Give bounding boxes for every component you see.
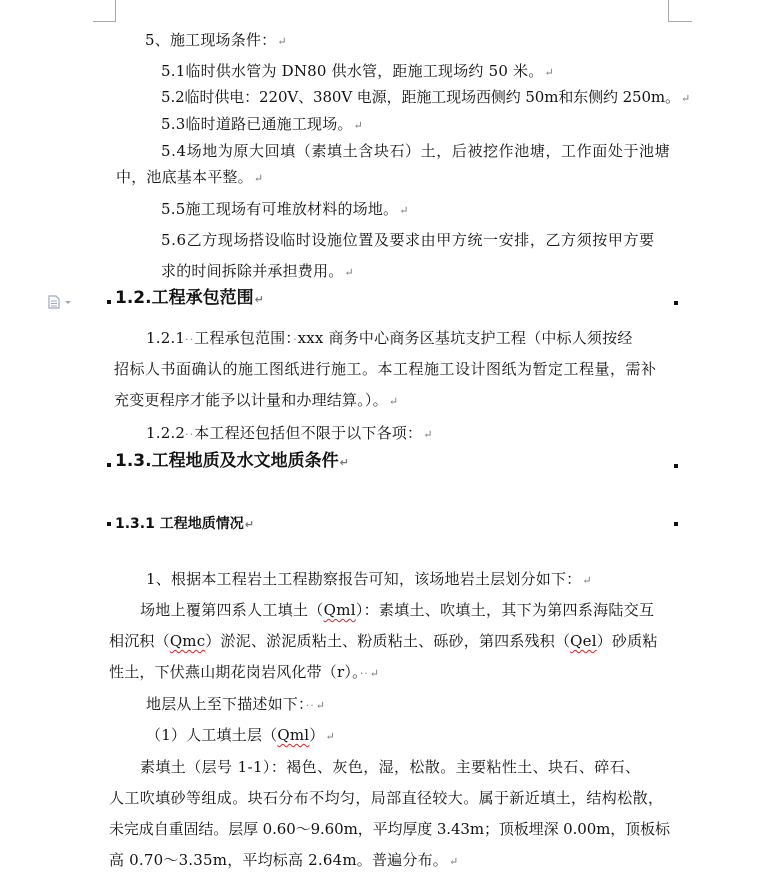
heading-1-2 bbox=[115, 286, 264, 312]
paragraph-mark: ↵ bbox=[277, 35, 287, 48]
text-line bbox=[146, 725, 335, 747]
line-text: 中，池底基本平整。 bbox=[116, 168, 253, 186]
paragraph-mark: ↵ bbox=[353, 119, 364, 132]
space-marks: · bbox=[293, 333, 298, 346]
right-margin-mark bbox=[674, 522, 678, 526]
line-text: 5.3临时道路已通施工现场。 bbox=[161, 115, 353, 133]
paragraph-mark: ↵ bbox=[448, 855, 459, 868]
text-line bbox=[109, 819, 670, 839]
heading-text: 1.3.工程地质及水文地质条件 bbox=[115, 451, 339, 471]
text-line bbox=[161, 261, 354, 283]
spelling-flagged-text: Qml bbox=[323, 601, 356, 619]
line-text: 工程承包范围： bbox=[194, 329, 294, 347]
right-margin-mark bbox=[674, 464, 678, 468]
paragraph-mark: ↵ bbox=[423, 428, 433, 441]
spelling-flagged-text: Qel bbox=[570, 632, 597, 650]
paragraph-mark: ↵ bbox=[254, 293, 264, 306]
text-line bbox=[161, 230, 655, 250]
line-text: ）：素填土、吹填土，其下为第四系海陆交互 bbox=[355, 601, 655, 619]
text-line bbox=[145, 30, 287, 52]
crop-mark-top-left-horizontal bbox=[93, 21, 116, 22]
text-line bbox=[140, 757, 640, 777]
text-line bbox=[140, 600, 654, 620]
line-text: 高 0.70～3.35m，平均标高 2.64m。普遍分布。 bbox=[109, 851, 448, 869]
heading-bullet bbox=[107, 300, 111, 304]
line-text: 性土，下伏燕山期花岗岩风化带（r）。 bbox=[109, 663, 360, 681]
paragraph-mark: ↵ bbox=[369, 667, 380, 680]
text-line bbox=[161, 114, 363, 136]
crop-mark-top-right-vertical bbox=[668, 0, 669, 22]
crop-mark-top-right-horizontal bbox=[668, 21, 692, 22]
paragraph-mark: ↵ bbox=[344, 266, 354, 279]
heading-text: 1.2.工程承包范围 bbox=[115, 288, 254, 308]
line-text: xxx 商务中心商务区基坑支护工程（中标人须按经 bbox=[297, 329, 633, 347]
text-line bbox=[161, 141, 670, 161]
line-text: 求的时间拆除并承担费用。 bbox=[161, 262, 344, 280]
line-text: 本工程还包括但不限于以下各项： bbox=[194, 424, 423, 442]
space-marks: ·· bbox=[185, 333, 195, 346]
paragraph-mark: ↵ bbox=[339, 456, 349, 469]
heading-bullet bbox=[107, 463, 111, 467]
text-line bbox=[109, 850, 458, 872]
line-text: 1.2.1 bbox=[146, 329, 186, 347]
line-text: 5、施工现场条件： bbox=[145, 31, 277, 49]
line-text: 5.1临时供水管为 DN80 供水管，距施工现场约 50 米。 bbox=[161, 62, 544, 80]
heading-1-3-1 bbox=[115, 514, 254, 535]
text-line bbox=[146, 569, 592, 591]
paragraph-mark: ↵ bbox=[388, 395, 399, 408]
line-text: ）淤泥、淤泥质粘土、粉质粘土、砾砂，第四系残积（ bbox=[205, 632, 571, 650]
crop-mark-top-left-vertical bbox=[115, 0, 116, 22]
line-text: 5.4场地为原大回填（素填土含块石）土，后被挖作池塘，工作面处于池塘 bbox=[161, 142, 671, 160]
text-line bbox=[114, 390, 398, 412]
space-marks: ·· bbox=[185, 428, 195, 441]
heading-1-3 bbox=[115, 449, 349, 475]
line-text: 素填土（层号 1-1）：褐色、灰色，湿，松散。主要粘性土、块石、碎石、 bbox=[140, 758, 641, 776]
paragraph-mark: ↵ bbox=[544, 66, 554, 79]
heading-text: 1.3.1 工程地质情况 bbox=[115, 516, 244, 532]
heading-bullet bbox=[107, 522, 111, 526]
line-text: 1.2.2 bbox=[146, 424, 186, 442]
paragraph-mark: ↵ bbox=[244, 518, 254, 531]
text-line bbox=[116, 167, 263, 189]
line-text: 人工吹填砂等组成。块石分布不均匀，局部直径较大。属于新近填土，结构松散， bbox=[109, 789, 664, 807]
line-text: ） bbox=[309, 726, 325, 744]
spelling-flagged-text: Qml bbox=[277, 726, 310, 744]
line-text: 相沉积（ bbox=[109, 632, 170, 650]
space-marks: ·· bbox=[305, 699, 315, 712]
paragraph-mark: ↵ bbox=[582, 574, 592, 587]
text-line bbox=[114, 359, 657, 379]
text-line bbox=[161, 199, 409, 221]
text-line bbox=[146, 423, 433, 445]
spelling-flagged-text: Qmc bbox=[169, 632, 206, 650]
line-text: 5.5施工现场有可堆放材料的场地。 bbox=[161, 200, 399, 218]
paragraph-mark: ↵ bbox=[253, 172, 264, 185]
line-text: 未完成自重固结。层厚 0.60～9.60m，平均厚度 3.43m；顶板埋深 0.00m，顶板标 bbox=[109, 820, 670, 838]
paragraph-mark: ↵ bbox=[325, 730, 335, 743]
line-text: 招标人书面确认的施工图纸进行施工。本工程施工设计图纸为暂定工程量，需补 bbox=[114, 360, 657, 378]
space-marks: ·· bbox=[359, 667, 369, 680]
line-text: 充变更程序才能予以计量和办理结算。）。 bbox=[114, 391, 388, 409]
paragraph-mark: ↵ bbox=[315, 699, 326, 712]
line-text: 5.6乙方现场搭设临时设施位置及要求由甲方统一安排，乙方须按甲方要 bbox=[161, 231, 655, 249]
text-line bbox=[161, 87, 690, 109]
line-text: 5.2临时供电：220V、380V 电源，距施工现场西侧约 50m和东侧约 250m。 bbox=[161, 88, 680, 106]
right-margin-mark bbox=[674, 301, 678, 305]
text-line bbox=[109, 788, 663, 808]
paragraph-format-icon[interactable] bbox=[48, 295, 74, 309]
line-text: （1）人工填土层（ bbox=[146, 726, 278, 744]
paragraph-mark: ↵ bbox=[399, 204, 409, 217]
text-line bbox=[109, 662, 379, 684]
text-line bbox=[146, 328, 633, 350]
text-line bbox=[161, 61, 554, 83]
text-line bbox=[146, 694, 325, 716]
line-text: ）砂质粘 bbox=[596, 632, 658, 650]
line-text: 地层从上至下描述如下： bbox=[146, 695, 306, 713]
line-text: 场地上覆第四系人工填土（ bbox=[140, 601, 324, 619]
text-line bbox=[109, 631, 658, 651]
paragraph-mark: ↵ bbox=[680, 92, 691, 105]
line-text: 1、根据本工程岩土工程勘察报告可知，该场地岩土层划分如下： bbox=[146, 570, 582, 588]
